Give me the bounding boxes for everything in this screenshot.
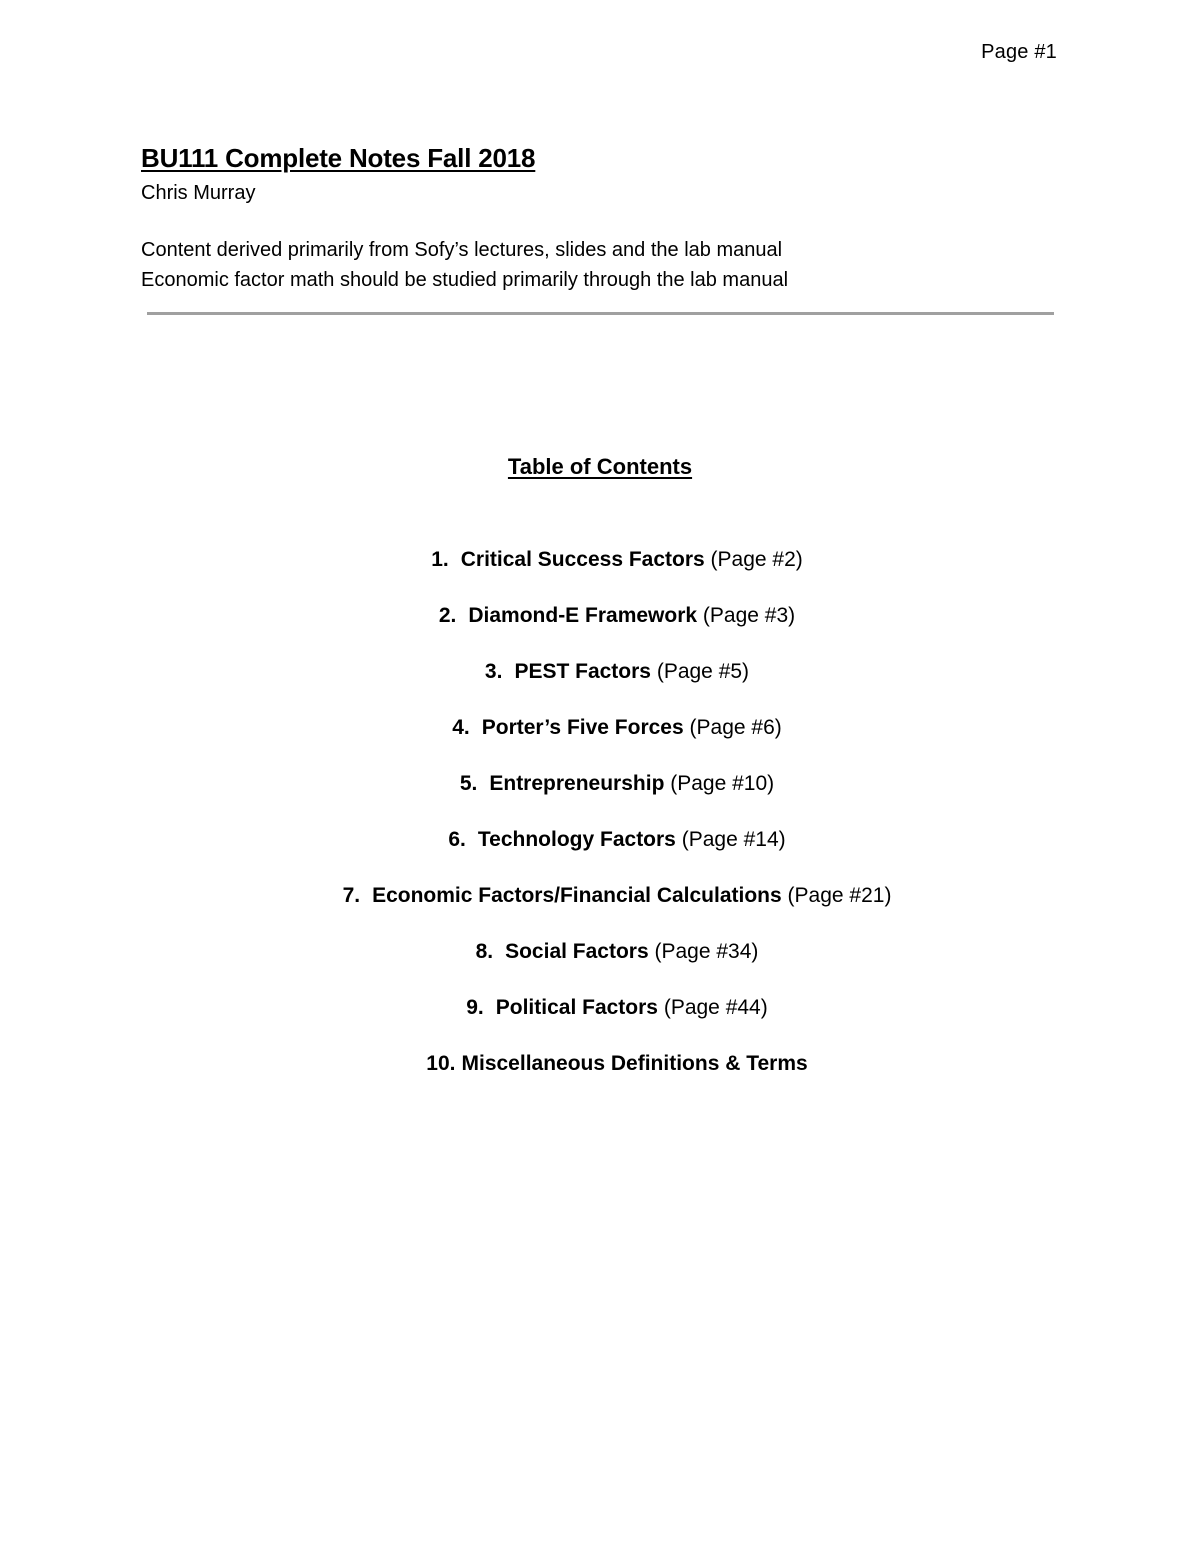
toc-item-title: Political Factors (495, 996, 658, 1019)
toc-item (17, 1052, 1200, 1108)
toc-item-number: 4. (452, 716, 470, 739)
toc-item-number: 9. (466, 996, 484, 1019)
toc-item-number: 8. (475, 940, 494, 963)
toc-item-page: (Page #21) (787, 884, 892, 907)
toc-item-number: 10. (426, 1052, 456, 1075)
description-line: Economic factor math should be studied primarily through the lab manual (141, 269, 789, 291)
toc-item-title: Critical Success Factors (460, 548, 705, 571)
toc-item (17, 884, 1200, 940)
page-number: Page #1 (981, 41, 1057, 63)
toc-item-page: (Page #3) (702, 604, 796, 627)
toc-item-title: Miscellaneous Definitions & Terms (461, 1052, 808, 1075)
toc-item (17, 660, 1200, 716)
toc-item-page: (Page #10) (670, 772, 775, 795)
toc-item-page: (Page #14) (681, 828, 786, 851)
toc-item (17, 716, 1200, 772)
toc-item-page: (Page #34) (654, 940, 759, 963)
toc-item-title: Porter’s Five Forces (481, 716, 684, 739)
toc-list (17, 548, 1200, 1108)
toc-item-page: (Page #2) (710, 548, 803, 571)
toc-item-page: (Page #5) (656, 660, 750, 683)
toc-item (17, 828, 1200, 884)
toc-item-number: 6. (448, 828, 466, 851)
toc-item-number: 5. (459, 772, 478, 795)
toc-item-title: Social Factors (505, 940, 649, 963)
toc-item-number: 7. (342, 884, 361, 907)
description-line: Content derived primarily from Sofy’s lectures, slides and the lab manual (141, 239, 783, 261)
document-title: BU111 Complete Notes Fall 2018 (141, 143, 536, 173)
toc-item (17, 940, 1200, 996)
horizontal-divider (147, 312, 1054, 315)
toc-item-number: 1. (431, 548, 449, 571)
toc-heading: Table of Contents (507, 454, 693, 479)
toc-item (17, 772, 1200, 828)
toc-item-title: Diamond-E Framework (468, 604, 698, 627)
toc-item (17, 548, 1200, 604)
toc-item-title: PEST Factors (514, 660, 651, 683)
toc-item-title: Economic Factors/Financial Calculations (372, 884, 782, 907)
toc-item-page: (Page #6) (689, 716, 782, 739)
author-name: Chris Murray (141, 182, 256, 204)
toc-item (17, 996, 1200, 1052)
toc-item-number: 3. (484, 660, 503, 683)
toc-item (17, 604, 1200, 660)
toc-item-page: (Page #44) (663, 996, 768, 1019)
toc-item-number: 2. (438, 604, 457, 627)
toc-item-title: Entrepreneurship (489, 772, 665, 795)
toc-item-title: Technology Factors (477, 828, 676, 851)
